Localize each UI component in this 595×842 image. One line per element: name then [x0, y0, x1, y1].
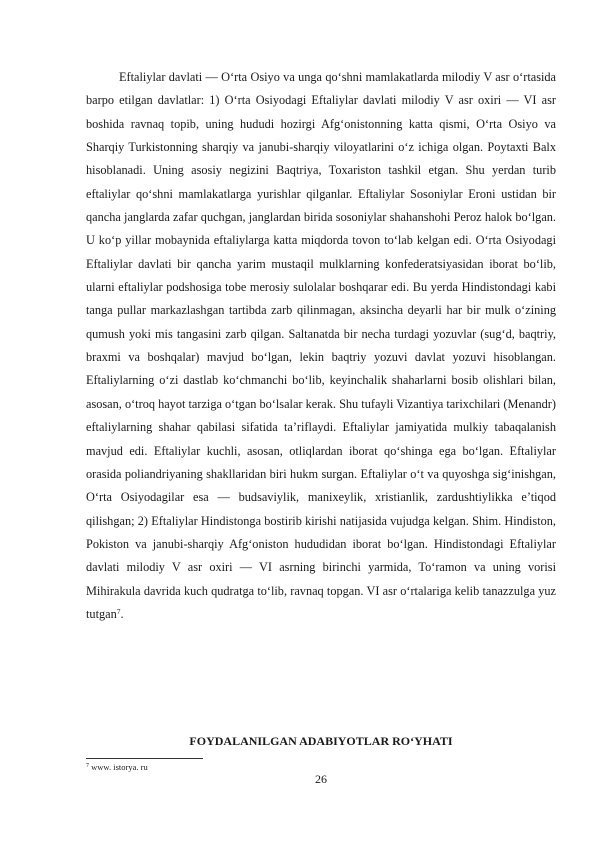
main-paragraph	[86, 66, 556, 626]
body-text	[86, 66, 556, 626]
page-number: 26	[315, 772, 327, 786]
footnote-divider	[86, 758, 203, 759]
footnote-number: 7	[86, 763, 89, 769]
footnote-text: www. istorya. ru	[89, 762, 148, 772]
paragraph-end: .	[120, 606, 124, 621]
footnote-reference: 7	[116, 606, 121, 616]
section-title: FOYDALANILGAN ADABIYOTLAR RO‘YHATI	[189, 734, 453, 748]
paragraph-text: Eftaliylar davlati — O‘rta Osiyo va unga qo‘shni mamlakatlarda milodiy V asr o‘rtasida barpo etilgan davlatlar: 1) O‘rta Osiyodagi Eftaliylar davlati milodiy V asr oxiri — VI asr boshida ravnaq topib, uning hududi hozirgi Afg‘onistonning katta qismi, O‘rta Osiyo va Sharqiy Turkistonning sharqiy va janubi-sharqiy viloyatlarini o‘z ichiga olgan. Poytaxti Balx hisoblanadi. Uning asosiy negizini Baqtriya, Toxariston tashkil etgan. Shu yerdan turib eftaliylar qo‘shni mamlakatlarga yurishlar qilganlar. Eftaliylar Sosoniylar Eroni ustidan bir qancha janglarda zafar quchgan, janglardan birida sosoniylar shahanshohi Peroz halok bo‘lgan. U ko‘p yillar mobaynida eftaliylarga katta miqdorda tovon to‘lab kelgan edi. O‘rta Osiyodagi Eftaliylar davlati bir qancha yarim mustaqil mulklarning konfederatsiyasidan iborat bo‘lib, ularni eftaliylar podshosiga tobe merosiy sulolalar boshqarar edi. Bu yerda Hindistondagi kabi tanga pullar markazlashgan tartibda zarb qilinmagan, aksincha deyarli har bir mulk o‘zining qumush yoki mis tangasini zarb qilgan. Saltanatda bir necha turdagi yozuvlar (sug‘d, baqtriy, braxmi va boshqalar) mavjud bo‘lgan, lekin baqtriy yozuvi davlat yozuvi hisoblangan. Eftaliylarning o‘zi dastlab ko‘chmanchi bo‘lib, keyinchalik shaharlarni bosib olishlari bilan, asosan, o‘troq hayot tarziga o‘tgan bo‘lsalar kerak. Shu tufayli Vizantiya tarixchilari (Menandr) eftaliylarning shahar qabilasi sifatida ta’riflaydi. Eftaliylar jamiyatida mulkiy tabaqalanish mavjud edi. Eftaliylar kuchli, asosan, otliqlardan iborat qo‘shinga ega bo‘lgan. Eftaliylar orasida poliandriyaning shakllaridan biri hukm surgan. Eftaliylar o‘t va quyoshga sig‘inishgan, O‘rta Osiyodagilar esa — budsaviylik, manixeylik, xristianlik, zardushtiylikka e’tiqod qilishgan; 2) Eftaliylar Hindistonga bostirib kirishi natijasida vujudga kelgan. Shim. Hindiston, Pokiston va janubi-sharqiy Afg‘oniston hududidan iborat bo‘lgan. Hindistondagi Eftaliylar davlati milodiy V asr oxiri — VI asrning birinchi yarmida, To‘ramon va uning vorisi Mihirakula davrida kuch qudratga to‘lib, ravnaq topgan. VI asr o‘rtalariga kelib tanazzulga yuz tutgan	[86, 70, 556, 621]
footnote	[86, 762, 148, 772]
